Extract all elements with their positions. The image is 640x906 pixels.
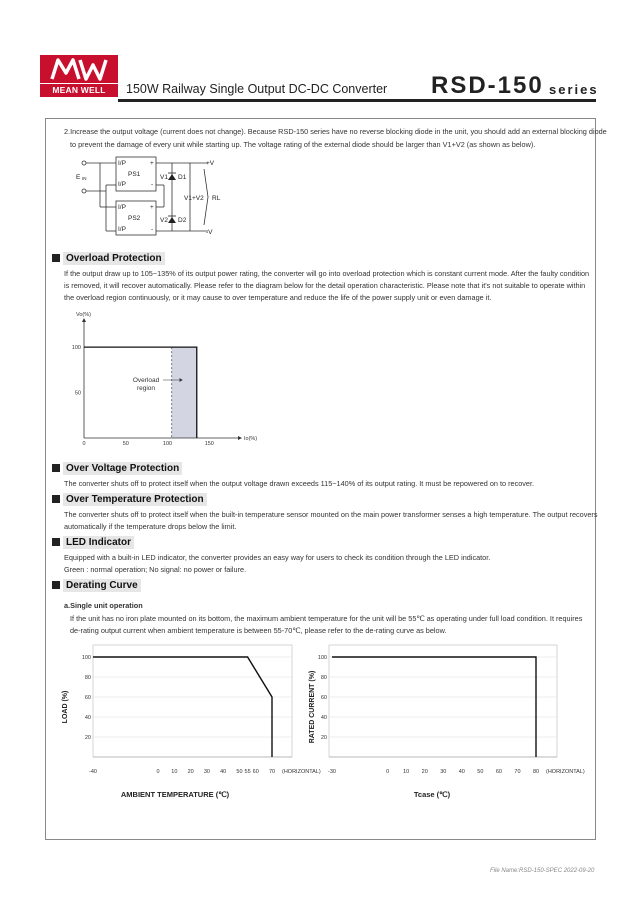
- otp-line-2: automatically if the temperature drops below the limit.: [64, 522, 237, 531]
- series-connection-diagram: [76, 155, 266, 237]
- v2-label: V2: [160, 217, 168, 224]
- tcase-plot-frame: [329, 645, 557, 757]
- tcase-x-axis-label: Tcase (℃): [413, 790, 451, 799]
- load-y-tick-label: 20: [84, 735, 91, 741]
- led-line-2: Green : normal operation; No signal: no power or failure.: [64, 565, 247, 574]
- heading-marker: [52, 538, 60, 546]
- tcase-y-tick-label: 100: [317, 655, 327, 661]
- model-name: RSD-150: [431, 72, 544, 99]
- ps2-plus: +: [150, 204, 154, 211]
- ps2-minus: -: [151, 226, 154, 233]
- ps1-plus: +: [150, 160, 154, 167]
- series-label: series: [549, 82, 599, 97]
- x-tick-label: 0: [82, 441, 86, 447]
- ovp-line-1: The converter shuts off to protect itself when the output voltage drawn exceeds 115~140% of its output rating. It must be repowered on to recover.: [64, 479, 535, 488]
- y-axis-label: Vo(%): [76, 312, 91, 318]
- tcase-derating-chart: [305, 640, 590, 805]
- derating-heading-text: Derating Curve: [63, 579, 141, 592]
- load-x-tick-label: 30: [203, 769, 210, 775]
- x-axis-label: Io(%): [244, 436, 258, 442]
- tcase-y-tick-label: 60: [320, 695, 327, 701]
- rl-label: RL: [212, 195, 221, 202]
- x-tick-label: 100: [162, 441, 173, 447]
- derating-subheading: a.Single unit operation: [64, 601, 143, 610]
- load-x-tick-label: 70: [268, 769, 276, 775]
- overload-annotation-line-1: Overload: [132, 377, 160, 384]
- input-terminal-pos: [82, 161, 86, 165]
- load-y-tick-label: 40: [84, 715, 91, 721]
- heading-marker: [52, 495, 60, 503]
- tcase-x-tick-label: -30: [328, 769, 336, 775]
- load-y-tick-label: 100: [81, 655, 91, 661]
- tcase-y-tick-label: 40: [320, 715, 327, 721]
- led-heading-text: LED Indicator: [63, 536, 134, 549]
- load-y-axis-label: LOAD (%): [62, 690, 69, 724]
- v1-label: V1: [160, 174, 168, 181]
- intro-line-2: to prevent the damage of every unit while starting up. The voltage rating of the external diode should be larger than V1+V2 (as shown as below).: [70, 140, 536, 149]
- positive-output-label: +V: [206, 160, 215, 167]
- tcase-y-axis-label: RATED CURRENT (%): [309, 670, 316, 744]
- ps1-minus: -: [151, 181, 154, 188]
- load-x-tick-label: 10: [171, 769, 178, 775]
- overload-region-fill: [172, 347, 197, 438]
- heading-marker: [52, 254, 60, 262]
- y-tick-label: 100: [71, 345, 81, 352]
- overload-line-1: If the output draw up to 105~135% of its output power rating, the converter will go into overload protection which is constant current mode. After the faulty condition: [64, 269, 590, 278]
- load-y-tick-label: 80: [84, 675, 91, 681]
- overload-heading-text: Overload Protection: [63, 252, 165, 265]
- v1v2-label: V1+V2: [184, 195, 204, 202]
- negative-output-label: -V: [206, 229, 213, 236]
- load-x-tick-label: 55: [244, 769, 251, 775]
- y-axis-arrow: [82, 318, 86, 322]
- otp-line-1: The converter shuts off to protect itself when the built-in temperature sensor mounted on the main power transformer senses a high temperature. The output recovers: [64, 510, 598, 519]
- logo-text: MEAN WELL: [40, 84, 118, 97]
- tcase-x-tick-label: 60: [495, 769, 502, 775]
- ein-subscript: IN: [82, 176, 87, 181]
- load-x-tick-label: 60: [252, 769, 259, 775]
- overload-line-2: is removed, it will recover automatically. Please refer to the diagram below for the detail operation characteristic. Please note that it's not suitable to operate within: [64, 281, 586, 290]
- tcase-x-tick-label: 20: [421, 769, 428, 775]
- ovp-heading-text: Over Voltage Protection: [63, 462, 182, 475]
- footer-file-name: File Name:RSD-150-SPEC 2022-09-20: [490, 868, 595, 874]
- tcase-curve: [332, 657, 536, 757]
- brand-logo: [40, 55, 118, 97]
- tcase-x-tick-label: 50: [477, 769, 484, 775]
- tcase-x-tick-label: 70: [514, 769, 521, 775]
- load-x-axis-note: (HORIZONTAL): [282, 769, 321, 775]
- load-x-tick-label: 20: [187, 769, 194, 775]
- x-tick-label: 150: [204, 441, 214, 447]
- ps2-ip-bottom: I/P: [118, 226, 126, 233]
- d1-label: D1: [178, 174, 187, 181]
- load-x-tick-label: 0: [156, 769, 160, 775]
- document-title: 150W Railway Single Output DC-DC Converter: [126, 82, 388, 96]
- tcase-x-tick-label: 0: [386, 769, 390, 775]
- load-y-tick-label: 60: [84, 695, 91, 701]
- load-plot-frame: [93, 645, 292, 757]
- derating-line-1: If the unit has no iron plate mounted on its bottom, the maximum ambient temperature for the unit will be 55℃ as operating under full load condition. It requires: [70, 614, 583, 623]
- tcase-y-tick-label: 80: [320, 675, 327, 681]
- logo-mark: [40, 55, 118, 83]
- overload-chart: [70, 308, 270, 448]
- load-x-axis-label: AMBIENT TEMPERATURE (℃): [120, 790, 230, 799]
- input-terminal-neg: [82, 189, 86, 193]
- heading-marker: [52, 464, 60, 472]
- tcase-x-tick-label: 80: [532, 769, 540, 775]
- tcase-x-tick-label: 40: [458, 769, 465, 775]
- tcase-x-tick-label: 30: [440, 769, 447, 775]
- load-curve: [93, 657, 272, 757]
- ein-label: E: [76, 174, 81, 181]
- load-x-tick-label: 50: [236, 769, 243, 775]
- x-axis-arrow: [238, 436, 242, 440]
- header-divider: [118, 99, 596, 102]
- x-tick-label: 50: [122, 441, 129, 447]
- intro-line-1: 2.Increase the output voltage (current does not change). Because RSD-150 series have no reverse blocking diode in the unit, you should add an external blocking diode: [64, 127, 607, 136]
- ps2-label: PS2: [128, 215, 141, 222]
- tcase-x-axis-note: (HORIZONTAL): [546, 769, 585, 775]
- load-x-tick-label: 40: [220, 769, 227, 775]
- ps2-ip-top: I/P: [118, 204, 126, 211]
- diode-d2-symbol: [168, 217, 176, 223]
- heading-marker: [52, 581, 60, 589]
- overload-annotation-line-2: region: [136, 385, 156, 392]
- diode-d1-symbol: [168, 174, 176, 180]
- led-line-1: Equipped with a built-in LED indicator, the converter provides an easy way for users to check its condition through the LED indicator.: [64, 553, 491, 562]
- overload-line-3: the overload region continuously, or it may cause to over temperature and reduce the life of the power supply unit or even damage it.: [64, 293, 492, 302]
- load-derating-chart: [55, 640, 325, 805]
- derating-line-2: de-rating output current when ambient temperature is between 55-70℃, please refer to the de-rating curve as below.: [70, 626, 447, 635]
- ps1-label: PS1: [128, 171, 141, 178]
- ps1-ip-top: I/P: [118, 160, 126, 167]
- load-x-tick-label: -40: [89, 769, 97, 775]
- ps1-ip-bottom: I/P: [118, 181, 126, 188]
- y-tick-label: 50: [74, 390, 81, 397]
- d2-label: D2: [178, 217, 187, 224]
- otp-heading-text: Over Temperature Protection: [63, 493, 207, 506]
- tcase-y-tick-label: 20: [320, 735, 327, 741]
- tcase-x-tick-label: 10: [403, 769, 410, 775]
